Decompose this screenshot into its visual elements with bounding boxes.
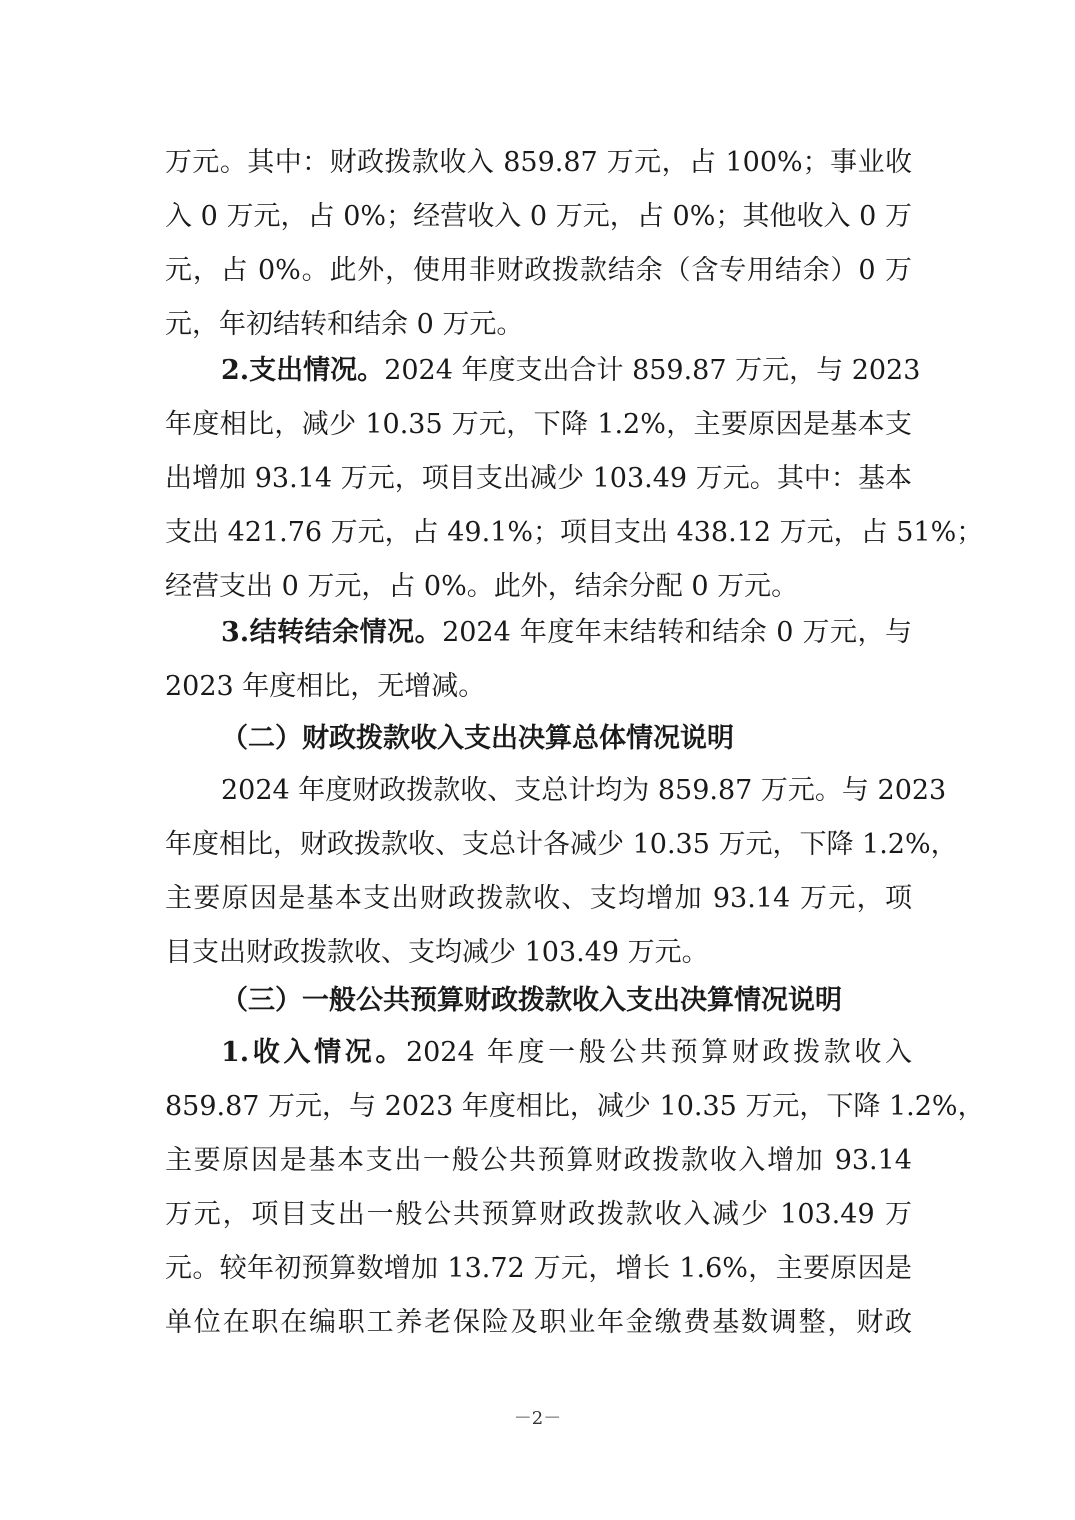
text-line: 万元。其中：财政拨款收入 859.87 万元，占 100%；事业收 xyxy=(165,147,912,178)
text-line: 年度相比，财政拨款收、支总计各减少 10.35 万元，下降 1.2%， xyxy=(165,829,958,860)
text-fragment: 2024 年度支出合计 859.87 万元，与 2023 xyxy=(384,355,921,386)
section-lead: 3.结转结余情况。 xyxy=(221,617,443,648)
paragraph-income-detail xyxy=(165,136,912,352)
paragraph-general-budget-income xyxy=(165,1026,985,1350)
text-fragment: 2024 年度年末结转和结余 0 万元，与 xyxy=(442,617,913,648)
text-line: 859.87 万元，与 2023 年度相比，减少 10.35 万元，下降 1.2%， xyxy=(165,1091,985,1122)
text-line: 经营支出 0 万元，占 0%。此外，结余分配 0 万元。 xyxy=(165,571,799,602)
text-line xyxy=(165,1026,912,1080)
text-fragment: 2024 年度一般公共预算财政拨款收入 xyxy=(405,1037,913,1068)
text-line: 元，占 0%。此外，使用非财政拨款结余（含专用结余）0 万 xyxy=(165,255,912,286)
paragraph-expenditure xyxy=(165,344,984,614)
heading-text: （二）财政拨款收入支出决算总体情况说明 xyxy=(221,723,734,754)
heading-text: （三）一般公共预算财政拨款收入支出决算情况说明 xyxy=(221,985,842,1016)
text-line: 年度相比，减少 10.35 万元，下降 1.2%，主要原因是基本支 xyxy=(165,409,912,440)
text-line xyxy=(165,344,921,398)
section-lead: 2.支出情况。 xyxy=(221,355,385,386)
paragraph-fiscal-overview xyxy=(165,764,958,980)
text-line: 2024 年度财政拨款收、支总计均为 859.87 万元。与 2023 xyxy=(221,775,947,806)
section-heading-2 xyxy=(165,712,912,766)
section-lead: 1.收入情况。 xyxy=(221,1037,406,1068)
text-line: 支出 421.76 万元，占 49.1%；项目支出 438.12 万元，占 51%； xyxy=(165,517,984,548)
text-line: 单位在职在编职工养老保险及职业年金缴费基数调整，财政 xyxy=(165,1307,912,1338)
page-number: －2－ xyxy=(513,1408,562,1429)
text-line: 目支出财政拨款收、支均减少 103.49 万元。 xyxy=(165,937,709,968)
section-heading-3 xyxy=(165,974,912,1028)
text-line: 主要原因是基本支出一般公共预算财政拨款收入增加 93.14 xyxy=(165,1145,912,1176)
text-line xyxy=(165,606,912,660)
paragraph-carryover xyxy=(165,606,912,714)
text-line: 万元，项目支出一般公共预算财政拨款收入减少 103.49 万 xyxy=(165,1199,912,1230)
text-line: 2023 年度相比，无增减。 xyxy=(165,671,486,702)
text-line: 元，年初结转和结余 0 万元。 xyxy=(165,309,524,340)
text-line: 元。较年初预算数增加 13.72 万元，增长 1.6%，主要原因是 xyxy=(165,1253,912,1284)
text-line: 入 0 万元，占 0%；经营收入 0 万元，占 0%；其他收入 0 万 xyxy=(165,201,912,232)
text-line: 主要原因是基本支出财政拨款收、支均增加 93.14 万元，项 xyxy=(165,883,912,914)
text-line: 出增加 93.14 万元，项目支出减少 103.49 万元。其中：基本 xyxy=(165,463,912,494)
